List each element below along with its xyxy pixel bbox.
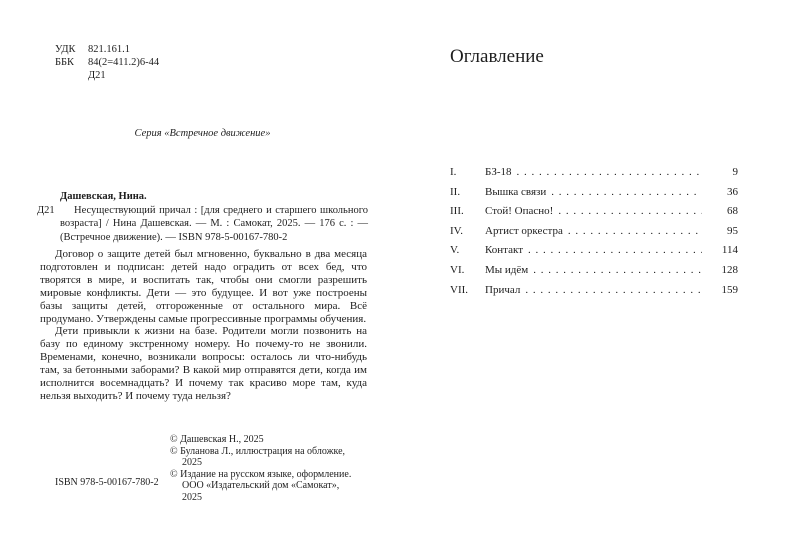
catalog-index: Д21 bbox=[37, 205, 55, 216]
author-heading: Дашевская, Нина. bbox=[60, 191, 147, 202]
series-name: Серия «Встречное движение» bbox=[134, 128, 271, 139]
copyright-line-author: © Дашевская Н., 2025 bbox=[170, 434, 264, 445]
bbk-code bbox=[55, 56, 159, 69]
toc-numeral: VII. bbox=[450, 283, 469, 296]
toc-numeral: VI. bbox=[450, 263, 465, 276]
toc-row-1 bbox=[450, 166, 738, 186]
toc-page-number: 68 bbox=[727, 205, 738, 218]
catalog-description: Несуществующий причал : [для среднего и старшего школьного возраста] / Нина Дашевская. — М. : Самокат, 2025. — 176 с. : — (Встречное движение). — ISBN 978-5-00167-780-2 bbox=[60, 204, 368, 243]
bbk-label: ББК bbox=[55, 57, 75, 68]
toc-numeral: IV. bbox=[450, 224, 463, 237]
classification-codes bbox=[55, 43, 159, 82]
toc-page-number: 114 bbox=[721, 244, 738, 257]
udc-code bbox=[55, 43, 159, 56]
catalog-card bbox=[35, 190, 370, 244]
contents-page bbox=[450, 40, 738, 520]
toc-numeral: V. bbox=[450, 244, 460, 257]
toc-heading: Оглавление bbox=[450, 46, 544, 67]
annotation-paragraph-2: Дети привыкли к жизни на базе. Родители могли позвонить на базу по единому экстренному номеру. Но почему-то не звонили. Временами, конечно, возникали вопросы: осталось ли что-нибудь там, за бетонными заборами? В какой мир отправятся дети, когда им исполнится восемнадцать? И почему так красиво море там, куда нельзя выходить? И почему туда нельзя? bbox=[40, 325, 367, 402]
toc-title: Вышка связи bbox=[485, 185, 547, 198]
toc-page-number: 128 bbox=[721, 263, 738, 276]
author-sign-value: Д21 bbox=[88, 70, 106, 81]
toc-list bbox=[450, 166, 738, 303]
annotation bbox=[40, 248, 367, 403]
toc-row-7 bbox=[450, 284, 738, 304]
toc-row-5 bbox=[450, 244, 738, 264]
toc-leader-dots bbox=[517, 166, 703, 178]
toc-leader-dots bbox=[558, 205, 702, 217]
toc-title: БЗ-18 bbox=[485, 166, 512, 178]
toc-row-6 bbox=[450, 264, 738, 284]
toc-row-4 bbox=[450, 225, 738, 245]
toc-title: Контакт bbox=[485, 244, 524, 257]
toc-leader-dots bbox=[533, 264, 702, 276]
author-sign-code bbox=[55, 69, 159, 82]
imprint-page bbox=[35, 40, 370, 520]
annotation-paragraph-1: Договор о защите детей был мгновенно, буквально в два месяца подготовлен и подписан: детей надо оградить от всех бед, что творятся в мире, и воспитать так, чтобы они смогли разрешить мировые конфликты. Дети — это будущее. И вот уже построены базы защиты детей, отгороженные от остального мира. Всё продумано. Утверждены самые прогрессивные программы обучения. bbox=[40, 248, 367, 325]
isbn-text: ISBN 978-5-00167-780-2 bbox=[55, 477, 159, 488]
toc-page-number: 95 bbox=[727, 224, 738, 237]
copyright-line-publisher: © Издание на русском языке, оформление. ООО «Издательский дом «Самокат», 2025 bbox=[170, 468, 352, 503]
toc-leader-dots bbox=[568, 225, 702, 237]
udc-value: 821.161.1 bbox=[88, 44, 130, 55]
toc-page-number: 9 bbox=[732, 166, 738, 178]
toc-numeral: III. bbox=[450, 205, 464, 218]
toc-leader-dots bbox=[551, 186, 702, 198]
toc-title: Мы идём bbox=[485, 263, 529, 276]
bbk-value: 84(2=411.2)6-44 bbox=[88, 57, 160, 68]
toc-leader-dots bbox=[525, 284, 702, 296]
toc-page-number: 36 bbox=[727, 185, 738, 198]
udc-label: УДК bbox=[55, 44, 76, 55]
toc-row-3 bbox=[450, 205, 738, 225]
toc-title: Артист оркестра bbox=[485, 224, 563, 237]
toc-row-2 bbox=[450, 186, 738, 206]
toc-page-number: 159 bbox=[721, 283, 738, 296]
toc-numeral: II. bbox=[450, 185, 461, 198]
toc-numeral: I. bbox=[450, 166, 457, 178]
copyright-line-illustrator: © Буланова Л., иллюстрация на обложке, 2025 bbox=[170, 445, 346, 468]
toc-title: Стой! Опасно! bbox=[485, 205, 554, 218]
toc-leader-dots bbox=[528, 244, 702, 256]
copyright-block bbox=[170, 434, 358, 503]
toc-title: Причал bbox=[485, 283, 521, 296]
